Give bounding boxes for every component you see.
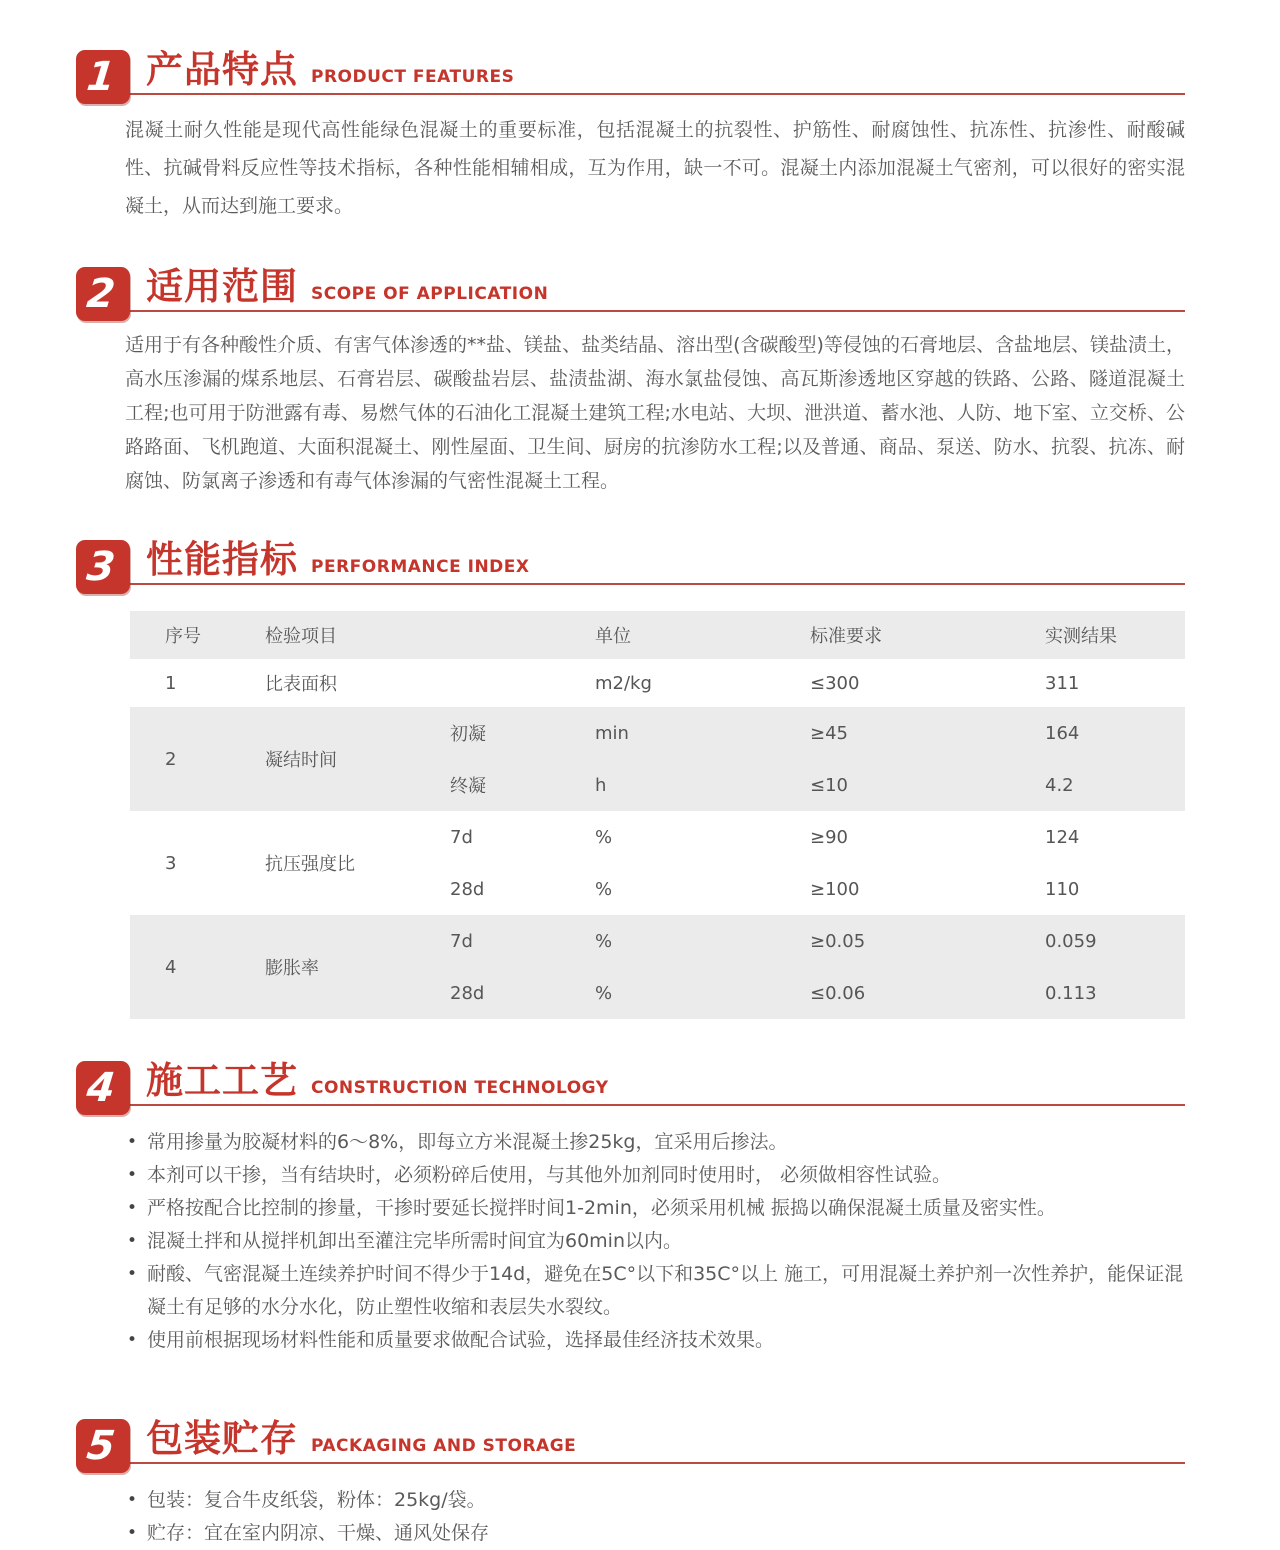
bullet-item: • 贮存：宜在室内阴凉、干燥、通风处保存 [125,1517,1185,1550]
section-number: 2 [84,271,118,317]
header-cell-requirement: 标准要求 [810,626,882,647]
header-cell-no: 序号 [165,626,201,647]
cell-result: 0.059 [1045,930,1097,952]
section-title-group [130,265,1185,312]
cell-unit: % [595,826,613,848]
cell-result: 124 [1045,826,1080,848]
section-packaging-and-storage [76,1419,1185,1550]
section-subtitle: PERFORMANCE INDEX [311,557,530,577]
cell-result: 164 [1045,722,1080,744]
bullet-item: • 混凝土拌和从搅拌机卸出至灌注完毕所需时间宜为60min以内。 [125,1225,1185,1258]
cell-unit: h [595,774,607,796]
section-subtitle: CONSTRUCTION TECHNOLOGY [311,1078,609,1098]
section-title-group [130,48,1185,95]
section-product-features [76,50,1185,225]
section-paragraph: 适用于有各种酸性介质、有害气体渗透的**盐、镁盐、盐类结晶、溶出型(含碳酸型)等侵蚀的石膏地层、含盐地层、镁盐渍土，高水压渗漏的煤系地层、石膏岩层、碳酸盐岩层、盐渍盐湖、海水氯盐侵蚀、高瓦斯渗透地区穿越的铁路、公路、隧道混凝土工程;也可用于防泄露有毒、易燃气体的石油化工混凝土建筑工程;水电站、大坝、泄洪道、蓄水池、人防、地下室、立交桥、公路路面、飞机跑道、大面积混凝土、刚性屋面、卫生间、厨房的抗渗防水工程;以及普通、商品、泵送、防水、抗裂、抗冻、耐腐蚀、防氯离子渗透和有毒气体渗漏的气密性混凝土工程。 [125,334,1185,492]
section-title-group [130,538,1185,585]
section-header [76,1417,1185,1469]
cell-subitem: 初凝 [450,724,486,745]
cell-no: 2 [165,748,177,770]
section-performance-index [76,540,1185,1019]
cell-subitem: 终凝 [450,776,486,797]
header-cell-result: 实测结果 [1045,626,1117,647]
cell-item: 抗压强度比 [265,854,355,875]
section-scope-of-application [76,267,1185,498]
table-row [130,659,1185,707]
cell-subitem: 7d [450,930,473,952]
cell-requirement: ≥0.05 [810,930,866,952]
section-title-group [130,1417,1185,1464]
cell-item: 比表面积 [265,674,337,695]
section-number-badge [76,267,130,321]
section-number-badge [76,1419,130,1473]
cell-requirement: ≤10 [810,774,848,796]
section-title: 包装贮存 [146,1417,298,1460]
bullet-item: • 使用前根据现场材料性能和质量要求做配合试验，选择最佳经济技术效果。 [125,1324,1185,1357]
bullet-item: • 本剂可以干掺，当有结块时，必须粉碎后使用，与其他外加剂同时使用时， 必须做相容性试验。 [125,1159,1185,1192]
performance-table [130,611,1185,1019]
cell-result: 4.2 [1045,774,1074,796]
bullet-item: • 严格按配合比控制的掺量，干掺时要延长搅拌时间1-2min，必须采用机械 振捣以确保混凝土质量及密实性。 [125,1192,1185,1225]
section-subtitle: SCOPE OF APPLICATION [311,284,549,304]
section-construction-technology [76,1061,1185,1357]
section-number: 3 [84,544,118,590]
cell-no: 4 [165,956,177,978]
cell-no: 3 [165,852,177,874]
section-number-badge [76,540,130,594]
cell-unit: % [595,930,613,952]
cell-unit: m2/kg [595,672,652,694]
section-subtitle: PRODUCT FEATURES [311,67,515,87]
section-title: 产品特点 [146,48,298,91]
table-row [130,707,1185,759]
cell-unit: % [595,878,613,900]
table-header-row [130,611,1185,659]
section-header [76,265,1185,317]
cell-result: 0.113 [1045,982,1097,1004]
bullet-item: • 包装：复合牛皮纸袋，粉体：25kg/袋。 [125,1484,1185,1517]
cell-subitem: 28d [450,878,485,900]
table-row [130,915,1185,967]
section-title: 适用范围 [146,265,298,308]
section-number-badge [76,50,130,104]
bullet-item: • 耐酸、气密混凝土连续养护时间不得少于14d，避免在5C°以下和35C°以上 施工，可用混凝土养护剂一次性养护，能保证混凝土有足够的水分水化，防止塑性收缩和表层失水裂纹。 [125,1258,1185,1324]
table-row [130,811,1185,863]
section-header [76,48,1185,100]
section-title: 性能指标 [146,538,298,581]
section-number: 5 [84,1423,118,1469]
cell-subitem: 28d [450,982,485,1004]
cell-requirement: ≤0.06 [810,982,866,1004]
section-title: 施工工艺 [146,1059,298,1102]
bullet-item: • 常用掺量为胶凝材料的6～8%，即每立方米混凝土掺25kg，宜采用后掺法。 [125,1126,1185,1159]
cell-item: 凝结时间 [265,750,337,771]
section-subtitle: PACKAGING AND STORAGE [311,1436,577,1456]
cell-result: 110 [1045,878,1080,900]
section-header [76,1059,1185,1111]
section-title-group [130,1059,1185,1106]
bullet-list [125,1484,1185,1550]
header-cell-item: 检验项目 [265,626,337,647]
bullet-list [125,1126,1185,1357]
cell-item: 膨胀率 [265,958,319,979]
section-header [76,538,1185,590]
cell-requirement: ≥100 [810,878,860,900]
section-number: 1 [84,54,118,100]
cell-requirement: ≥45 [810,722,848,744]
cell-result: 311 [1045,672,1080,694]
cell-no: 1 [165,672,177,694]
section-number-badge [76,1061,130,1115]
cell-requirement: ≤300 [810,672,860,694]
cell-unit: min [595,722,629,744]
header-cell-unit: 单位 [595,626,631,647]
cell-unit: % [595,982,613,1004]
cell-requirement: ≥90 [810,826,848,848]
cell-subitem: 7d [450,826,473,848]
section-paragraph: 混凝土耐久性能是现代高性能绿色混凝土的重要标准，包括混凝土的抗裂性、护筋性、耐腐蚀性、抗冻性、抗渗性、耐酸碱性、抗碱骨料反应性等技术指标，各种性能相辅相成，互为作用，缺一不可。混凝土内添加混凝土气密剂，可以很好的密实混凝土，从而达到施工要求。 [125,119,1185,217]
section-number: 4 [84,1065,118,1111]
